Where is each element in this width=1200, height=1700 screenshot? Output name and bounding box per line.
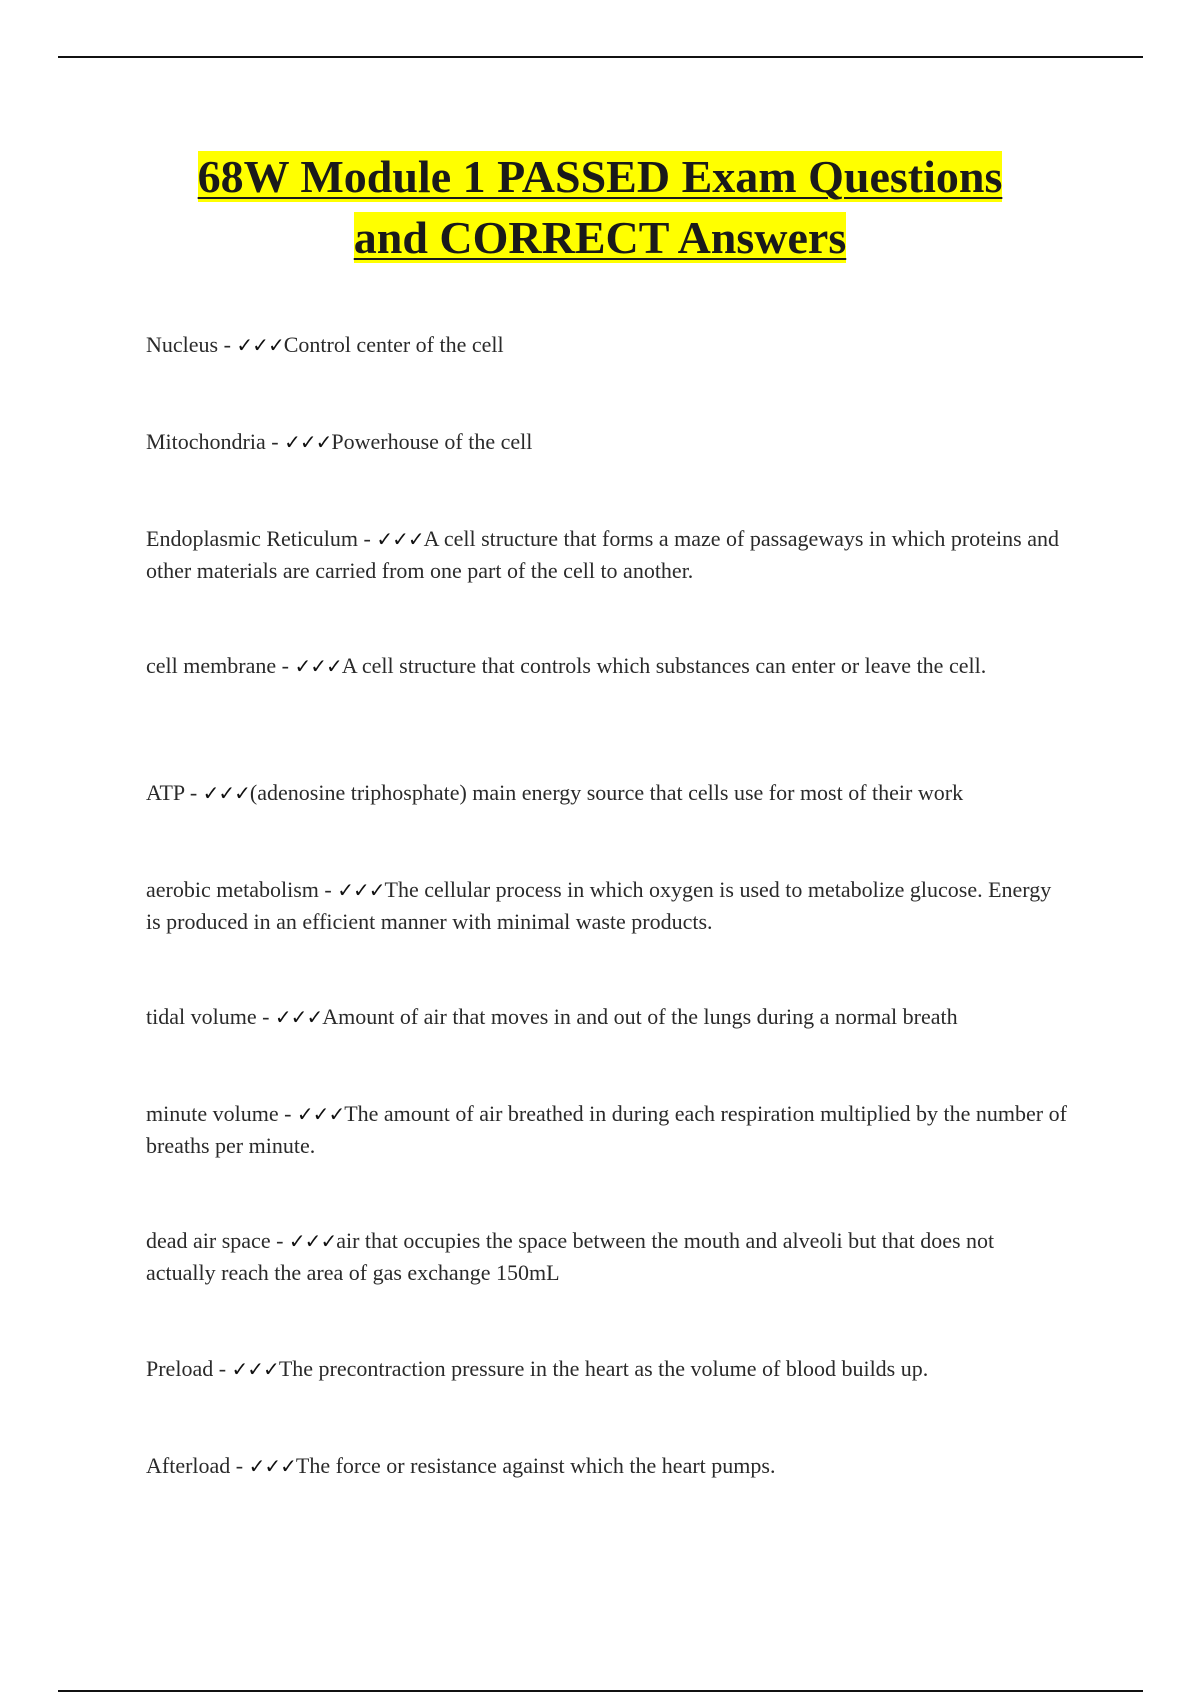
- qa-item: [146, 650, 1068, 682]
- check-marks-icon: ✓✓✓: [248, 1454, 296, 1478]
- term: dead air space: [146, 1228, 271, 1253]
- check-marks-icon: ✓✓✓: [376, 527, 424, 551]
- definition: A cell structure that controls which substances can enter or leave the cell.: [341, 653, 987, 678]
- qa-item: [146, 1450, 1068, 1482]
- separator: -: [213, 1356, 232, 1381]
- separator: -: [256, 1004, 275, 1029]
- term: Preload: [146, 1356, 214, 1381]
- top-rule: [58, 56, 1143, 58]
- term: aerobic metabolism: [146, 877, 319, 902]
- term: Afterload: [146, 1453, 231, 1478]
- term: Endoplasmic Reticulum: [146, 526, 359, 551]
- check-marks-icon: ✓✓✓: [294, 654, 342, 678]
- definition: The amount of air breathed in during each respiration multiplied by the number of breaths per minute.: [146, 1101, 1067, 1158]
- title-line-2: and CORRECT Answers: [353, 212, 847, 263]
- check-marks-icon: ✓✓✓: [202, 781, 250, 805]
- qa-item: [146, 777, 1068, 809]
- separator: -: [230, 1453, 249, 1478]
- qa-item: [146, 1353, 1068, 1385]
- definition: Amount of air that moves in and out of the lungs during a normal breath: [322, 1004, 958, 1029]
- separator: -: [276, 653, 295, 678]
- definition: The precontraction pressure in the heart as the volume of blood builds up.: [278, 1356, 929, 1381]
- check-marks-icon: ✓✓✓: [236, 333, 284, 357]
- qa-item: [146, 1225, 1068, 1288]
- separator: -: [184, 780, 203, 805]
- definition: air that occupies the space between the mouth and alveoli but that does not actually reach the area of gas exchange 150mL: [146, 1228, 995, 1285]
- document-title: [60, 146, 1140, 268]
- separator: -: [265, 429, 285, 454]
- definition: The force or resistance against which the heart pumps.: [295, 1453, 776, 1478]
- definition: The cellular process in which oxygen is used to metabolize glucose. Energy is produced in an efficient manner with minimal waste products.: [146, 877, 1052, 934]
- check-marks-icon: ✓✓✓: [274, 1005, 323, 1029]
- qa-item: [146, 1098, 1068, 1161]
- check-marks-icon: ✓✓✓: [284, 430, 332, 454]
- term: tidal volume: [146, 1004, 257, 1029]
- qa-item: [146, 329, 1068, 361]
- separator: -: [218, 332, 237, 357]
- qa-item: [146, 523, 1068, 586]
- qa-item: [146, 874, 1068, 937]
- definition: Powerhouse of the cell: [331, 429, 533, 454]
- check-marks-icon: ✓✓✓: [296, 1102, 345, 1126]
- term: ATP: [146, 780, 185, 805]
- term: Mitochondria: [146, 429, 266, 454]
- separator: -: [278, 1101, 297, 1126]
- term: cell membrane: [146, 653, 277, 678]
- definition: A cell structure that forms a maze of passageways in which proteins and other materials are carried from one part of the cell to another.: [146, 526, 1059, 583]
- qa-item: [146, 1001, 1068, 1033]
- definition: (adenosine triphosphate) main energy source that cells use for most of their work: [249, 780, 964, 805]
- definition: Control center of the cell: [283, 332, 504, 357]
- check-marks-icon: ✓✓✓: [288, 1229, 337, 1253]
- separator: -: [358, 526, 377, 551]
- separator: -: [318, 877, 338, 902]
- title-line-1: 68W Module 1 PASSED Exam Questions: [197, 151, 1003, 202]
- check-marks-icon: ✓✓✓: [337, 878, 385, 902]
- qa-item: [146, 426, 1068, 458]
- term: minute volume: [146, 1101, 279, 1126]
- bottom-rule: [58, 1690, 1143, 1692]
- separator: -: [270, 1228, 289, 1253]
- check-marks-icon: ✓✓✓: [231, 1357, 279, 1381]
- term: Nucleus: [146, 332, 219, 357]
